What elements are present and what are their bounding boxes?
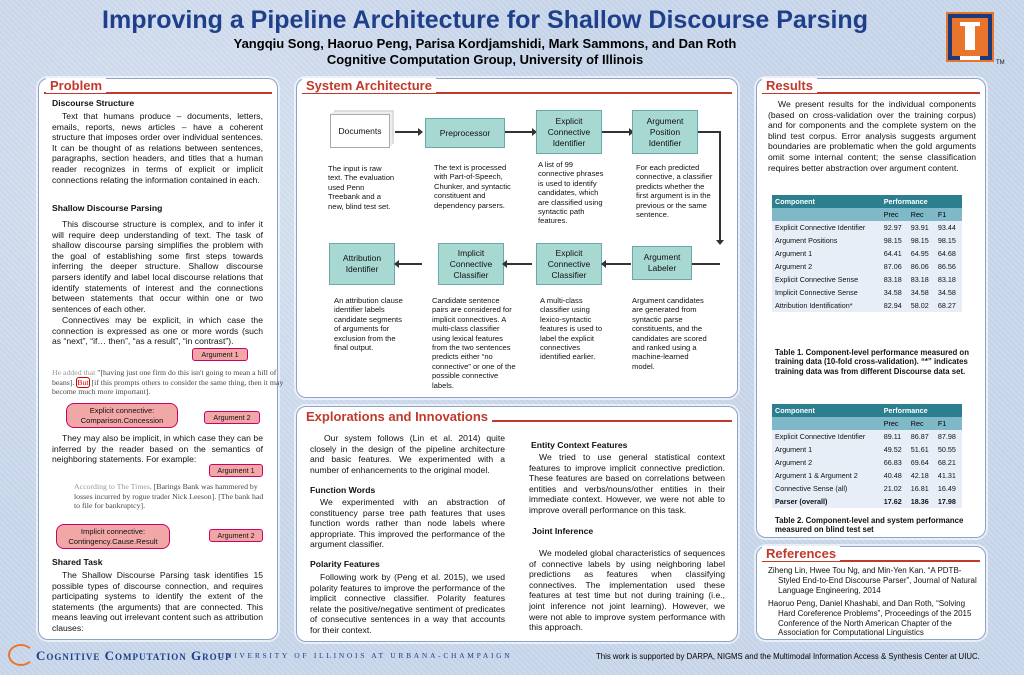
table2-cell: 66.83 — [881, 456, 908, 469]
table1-cell: 86.06 — [908, 260, 935, 273]
table1-row — [772, 286, 962, 299]
table2-cell: 16.81 — [908, 482, 935, 495]
table1-cell: 87.06 — [881, 260, 908, 273]
table1-cell: Attribution Identification* — [772, 299, 881, 312]
implicit-classifier-desc: Candidate sentence pairs are considered for implicit connectives. A multi-class classifier using lexical features from the two sentences predicts either “no connective” or one of the possible connective labels. — [432, 296, 516, 390]
trademark: TM — [996, 60, 1005, 66]
shared-task-heading: Shared Task — [52, 557, 103, 567]
example1-argument1: Argument 1 — [192, 348, 248, 361]
function-words-text: We experimented with an abstraction of constituency parse tree path features that uses function words rather than node labels where appropriate. This improved the performance of the argument classifier. — [310, 497, 505, 550]
explorations-heading: Explorations and Innovations — [302, 409, 492, 424]
explorations-intro: Our system follows (Lin et al. 2014) quite closely in the design of the pipeline architecture and basic features. We experimented with a number of enhancements to the original model. — [310, 433, 505, 475]
table1-cell: 64.68 — [935, 247, 962, 260]
table1-cell: 34.58 — [908, 286, 935, 299]
joint-inference-text: We modeled global characteristics of sequences of connective labels by using neighboring label predictions as features when classifying connectives. The implementation used these features at test time but not during training (i.e., joint inference not joint learning). However, we were not able to improve system performance with this approach. — [529, 548, 725, 633]
table1-cell: 98.15 — [935, 234, 962, 247]
table1-row — [772, 299, 962, 312]
discourse-structure-heading: Discourse Structure — [52, 98, 135, 108]
problem-paragraph-1: Text that humans produce – documents, letters, emails, reports, news articles – have a coherent structure that imposes order over individual sentences. It can be thought of as relations between sentences, paragraphs, section headers, and titles that a human reader recognizes in terms of explicit or implicit connections relating the information contained in each. — [52, 111, 263, 185]
table2-header-component: Component — [772, 404, 881, 417]
implicit-connective-classifier-node: Implicit Connective Classifier — [438, 243, 504, 285]
arg-labeler-desc: Argument candidates are generated from syntactic parse constituents, and the candidates are scored and ranked using a machine-learned model. — [632, 296, 707, 371]
table2-row — [772, 443, 962, 456]
results-intro: We present results for the individual components (based on cross-validation over the training corpus) and for components and the complete system on the blind test corpus. Error analysis suggests argument boundaries are problematic when the gold arguments omit some internal content; the sense classification requires better abstraction over argument content. — [768, 99, 976, 173]
example1-text: He added that "[having just one firm do this isn't going to mean a hill of beans]. But [if this prompts others to consider the same thing, then it may become much more important]. — [52, 368, 284, 396]
preprocessor-desc: The text is processed with Part-of-Speech, Chunker, and syntactic constituent and dependency parsers. — [434, 163, 511, 210]
table1-cell: Argument 2 — [772, 260, 881, 273]
polarity-features-heading: Polarity Features — [310, 559, 380, 569]
table2-cell: 17.98 — [935, 495, 962, 508]
example1-argument2: Argument 2 — [204, 411, 260, 424]
table2-cell: 89.11 — [881, 430, 908, 443]
table1-sub-rec: Rec — [908, 208, 935, 221]
arg-position-desc: For each predicted connective, a classifier predicts whether the first argument is in the previous or the same sentence. — [636, 163, 713, 220]
table1-header-performance: Performance — [881, 195, 962, 208]
table1-sub-prec: Prec — [881, 208, 908, 221]
table1-cell: 64.41 — [881, 247, 908, 260]
table1-cell: Argument 1 — [772, 247, 881, 260]
table1-cell: 58.02 — [908, 299, 935, 312]
table1-cell: 98.15 — [908, 234, 935, 247]
table1-cell: 83.18 — [935, 273, 962, 286]
table2-cell: 17.62 — [881, 495, 908, 508]
table2-cell: 50.55 — [935, 443, 962, 456]
table2-cell: Explicit Connective Identifier — [772, 430, 881, 443]
table1-cell: 83.18 — [908, 273, 935, 286]
example1-connective: But — [77, 377, 89, 387]
table1-row — [772, 234, 962, 247]
table1-cell: 68.27 — [935, 299, 962, 312]
authors: Yangqiu Song, Haoruo Peng, Parisa Kordjamshidi, Mark Sammons, and Dan Roth — [233, 36, 737, 51]
table1-cell: 93.44 — [935, 221, 962, 234]
table1-cell: 83.18 — [881, 273, 908, 286]
problem-heading: Problem — [46, 78, 106, 93]
table2-row — [772, 430, 962, 443]
table2-cell: 51.61 — [908, 443, 935, 456]
references-heading: References — [762, 546, 840, 561]
example2-text: According to The Times, [Barings Bank was hammered by losses incurred by rogue trader Nick Leeson]. [The bank had to file for bankruptcy]. — [74, 482, 264, 510]
table1-cell: Argument Positions — [772, 234, 881, 247]
shallow-parsing-heading: Shallow Discourse Parsing — [52, 203, 163, 213]
results-heading: Results — [762, 78, 817, 93]
table2-sub-rec: Rec — [908, 417, 935, 430]
table2-cell: 16.49 — [935, 482, 962, 495]
joint-inference-heading: Joint Inference — [532, 526, 594, 536]
example2-argument1: Argument 1 — [209, 464, 263, 477]
example2-argument2: Argument 2 — [209, 529, 263, 542]
table2-cell: 42.18 — [908, 469, 935, 482]
table2-cell: Connective Sense (all) — [772, 482, 881, 495]
entity-context-heading: Entity Context Features — [531, 440, 628, 450]
table2-row — [772, 495, 962, 508]
table1-cell: 98.15 — [881, 234, 908, 247]
table2-cell: 86.87 — [908, 430, 935, 443]
table2-cell: 41.31 — [935, 469, 962, 482]
table1-cell: Implicit Connective Sense — [772, 286, 881, 299]
table2-cell: Argument 2 — [772, 456, 881, 469]
function-words-heading: Function Words — [310, 485, 376, 495]
reference-1: Ziheng Lin, Hwee Tou Ng, and Min-Yen Kan. “A PDTB-Styled End-to-End Discourse Parser”, Journal of Natural Language Engineering, 2014 — [768, 566, 977, 595]
table2-cell: 40.48 — [881, 469, 908, 482]
footer-support: This work is supported by DARPA, NIGMS and the Multimodal Information Access & Synthesis Center at UIUC. — [596, 652, 980, 661]
table2-cell: Argument 1 & Argument 2 — [772, 469, 881, 482]
table1-cell: 64.95 — [908, 247, 935, 260]
table1-caption: Table 1. Component-level performance measured on training data (10-fold cross-validation). “*” indicates training data was from different Discourse data set. — [775, 348, 969, 376]
table1-cell: 92.97 — [881, 221, 908, 234]
attribution-identifier-node: Attribution Identifier — [329, 243, 395, 285]
table1-cell: 86.56 — [935, 260, 962, 273]
table2-cell: 49.52 — [881, 443, 908, 456]
table1-cell: 82.94 — [881, 299, 908, 312]
table1-row — [772, 260, 962, 273]
table2-row — [772, 482, 962, 495]
table2-row — [772, 456, 962, 469]
table2-sub-prec: Prec — [881, 417, 908, 430]
table2-cell: 21.02 — [881, 482, 908, 495]
attribution-desc: An attribution clause identifier labels candidate segments of arguments for exclusion from the final output. — [334, 296, 403, 353]
preprocessor-node: Preprocessor — [425, 118, 505, 148]
table1-cell: Explicit Connective Identifier — [772, 221, 881, 234]
argument-position-identifier-node: Argument Position Identifier — [632, 110, 698, 154]
illinois-logo-icon — [946, 12, 994, 62]
table1-cell: 34.58 — [881, 286, 908, 299]
table1-cell: Explicit Connective Sense — [772, 273, 881, 286]
explicit-connective-identifier-node: Explicit Connective Identifier — [536, 110, 602, 154]
entity-context-text: We tried to use general statistical context features to improve implicit connective prediction. These features are based on correlations between entities and verbs/nouns/other entities in their immediate context. However, we were not able to improve overall performance on this task. — [529, 452, 725, 515]
table2-cell: 87.98 — [935, 430, 962, 443]
explicit-connective-classifier-node: Explicit Connective Classifier — [536, 243, 602, 285]
table1-header-component: Component — [772, 195, 881, 208]
problem-paragraph-4: They may also be implicit, in which case they can be inferred by the reader based on the semantics of neighboring statements. For example: — [52, 433, 263, 465]
affiliation: Cognitive Computation Group, University of Illinois — [326, 52, 644, 67]
table2-cell: 18.36 — [908, 495, 935, 508]
problem-paragraph-5: The Shallow Discourse Parsing task identifies 15 possible types of discourse connection, and requires participating systems to identify the extent of the statements (the arguments) that are connected. This means leaving out irrelevant content such as attribution clauses: — [52, 570, 263, 633]
table1-row — [772, 273, 962, 286]
example1-connective-label: Explicit connective: Comparison.Concession — [66, 403, 178, 428]
explicit-classifier-desc: A multi-class classifier using lexico-syntactic features is used to label the explicit connectives identified earlier. — [540, 296, 603, 362]
results-table-2 — [772, 404, 962, 508]
table2-cell: 69.64 — [908, 456, 935, 469]
problem-paragraph-2: This discourse structure is complex, and to infer it will require deep understanding of text. The task of shallow discourse parsing simplifies the problem with the goal of establishing some first steps towards inferring the deeper structure. Shallow discourse parsers identify and label local discourse relations that identify statements of interest and the connections between statements that occur within one or two sentences of each other. — [52, 219, 263, 314]
table2-row — [772, 469, 962, 482]
table1-sub-f1: F1 — [935, 208, 962, 221]
results-table-1 — [772, 195, 962, 312]
poster-title: Improving a Pipeline Architecture for Shallow Discourse Parsing — [102, 6, 868, 34]
table1-cell: 34.58 — [935, 286, 962, 299]
ccg-logo-icon — [8, 644, 34, 666]
architecture-heading: System Architecture — [302, 78, 436, 93]
table2-caption: Table 2. Component-level and system performance measured on blind test set — [775, 516, 964, 535]
documents-desc: The input is raw text. The evaluation used Penn Treebank and a new, blind test set. — [328, 164, 395, 211]
table2-sub-f1: F1 — [935, 417, 962, 430]
table1-cell: 93.91 — [908, 221, 935, 234]
reference-2: Haoruo Peng, Daniel Khashabi, and Dan Roth, “Solving Hard Coreference Problems”, Proceedings of the 2015 Conference of the North American Chapter of the Association for Computational Linguistics — [768, 599, 972, 638]
footer-group-name: Cognitive Computation Group — [36, 648, 232, 663]
documents-node: Documents — [330, 114, 390, 148]
table2-cell: Parser (overall) — [772, 495, 881, 508]
example2-connective-label: Implicit connective: Contingency.Cause.Result — [56, 524, 170, 549]
table2-cell: Argument 1 — [772, 443, 881, 456]
problem-paragraph-3: Connectives may be explicit, in which case the connection is expressed as one or more words (such as “next”, “if… then”, “as a result”, “in contrast”). — [52, 315, 263, 347]
footer-university: UNIVERSITY OF ILLINOIS AT URBANA-CHAMPAIGN — [218, 651, 513, 660]
table1-row — [772, 221, 962, 234]
explicit-identifier-desc: A list of 99 connective phrases is used to identify candidates, which are classified using syntactic path features. — [538, 160, 604, 226]
polarity-features-text: Following work by (Peng et al. 2015), we used polarity features to improve the performance of the implicit connective classifier. Polarity features relate the positive/negative sentiment of predicates of consecutive sentences in a way that accounts for their context. — [310, 572, 505, 635]
argument-labeler-node: Argument Labeler — [632, 246, 692, 280]
table2-cell: 68.21 — [935, 456, 962, 469]
table2-header-performance: Performance — [881, 404, 962, 417]
table1-row — [772, 247, 962, 260]
